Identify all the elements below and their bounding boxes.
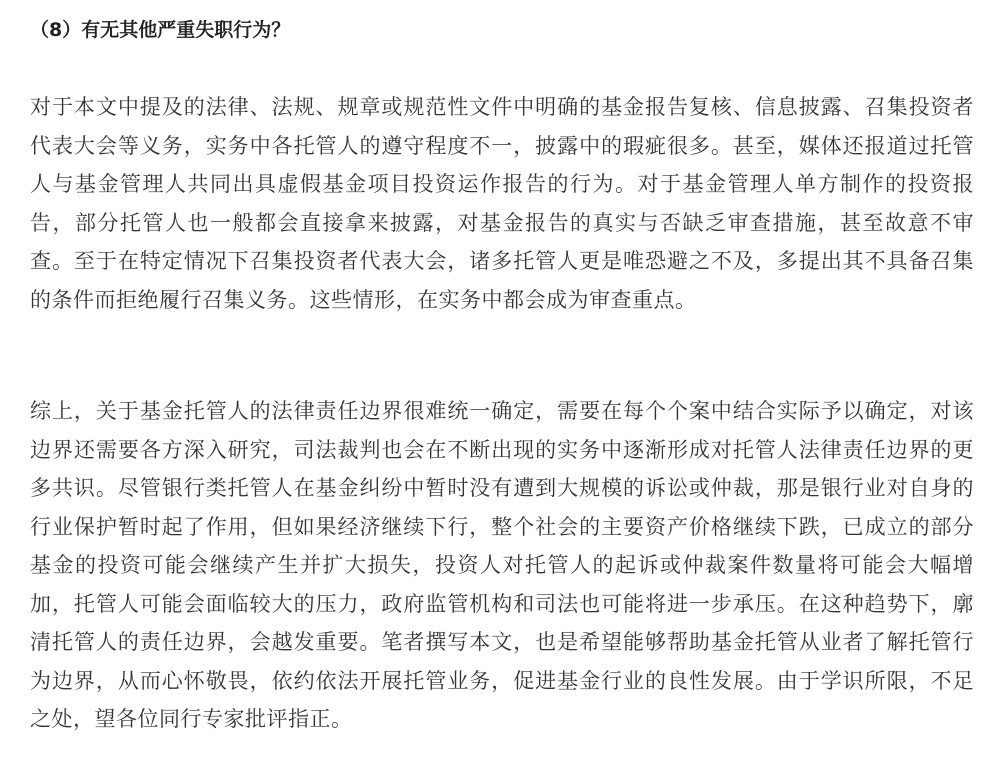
paragraph-conclusion: 综上，关于基金托管人的法律责任边界很难统一确定，需要在每个个案中结合实际予以确定，对该边界还需要各方深入研究，司法裁判也会在不断出现的实务中逐渐形成对托管人法律责任边界的更多共识。尽管银行类托管人在基金纠纷中暂时没有遭到大规模的诉讼或仲裁，那是银行业对自身的行业保护暂时起了作用，但如果经济继续下行，整个社会的主要资产价格继续下跌，已成立的部分基金的投资可能会继续产生并扩大损失，投资人对托管人的起诉或仲裁案件数量将可能会大幅增加，托管人可能会面临较大的压力，政府监管机构和司法也可能将进一步承压。在这种趋势下，廓清托管人的责任边界，会越发重要。笔者撰写本文，也是希望能够帮助基金托管从业者了解托管行为边界，从而心怀敬畏，依约依法开展托管业务，促进基金行业的良性发展。由于学识所限，不足之处，望各位同行专家批评指正。: [30, 399, 974, 731]
section-heading: （8）有无其他严重失职行为？: [30, 19, 291, 41]
paragraph-duty-review: 对于本文中提及的法律、法规、规章或规范性文件中明确的基金报告复核、信息披露、召集投资者代表大会等义务，实务中各托管人的遵守程度不一，披露中的瑕疵很多。甚至，媒体还报道过托管人与基金管理人共同出具虚假基金项目投资运作报告的行为。对于基金管理人单方制作的投资报告，部分托管人也一般都会直接拿来披露，对基金报告的真实与否缺乏审查措施，甚至故意不审查。至于在特定情况下召集投资者代表大会，诸多托管人更是唯恐避之不及，多提出其不具备召集的条件而拒绝履行召集义务。这些情形，在实务中都会成为审查重点。: [30, 95, 974, 312]
